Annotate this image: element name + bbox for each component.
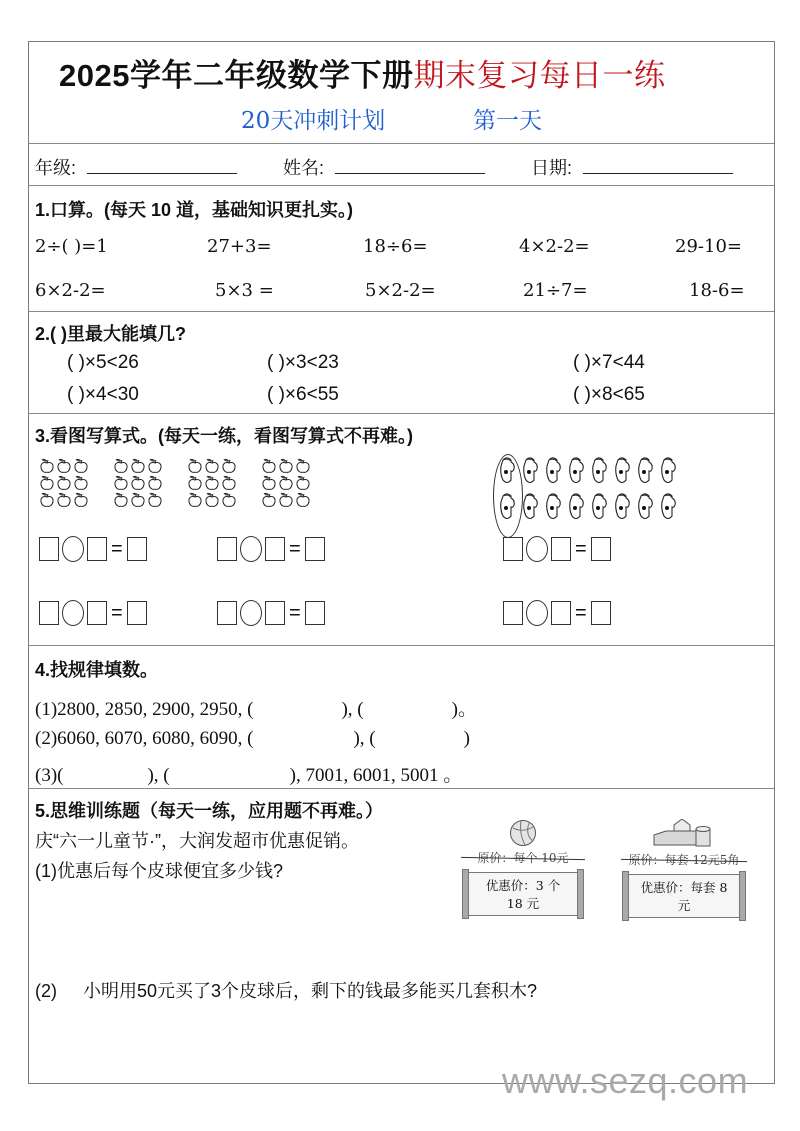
q4-heading: 4.找规律填数。 <box>35 660 159 680</box>
name-label: 姓名: <box>283 158 325 178</box>
q2-item: ( )×8<65 <box>573 384 645 405</box>
apple-icon <box>204 492 220 508</box>
q4-line-1: (1)2800, 2850, 2900, 2950, ( ), ( )。 <box>35 699 477 720</box>
q5-part-2-label: (2) <box>35 981 57 1001</box>
blocks-original-price: 原价：每套 12元5角 <box>628 853 740 867</box>
mitten-icon <box>543 456 566 492</box>
mitten-icon <box>658 456 681 492</box>
question-1-section <box>29 186 774 312</box>
apple-icon <box>221 492 237 508</box>
q2-item: ( )×4<30 <box>67 384 139 405</box>
q2-item: ( )×5<26 <box>67 352 139 373</box>
apple-icon <box>221 458 237 474</box>
mitten-icon <box>635 492 658 528</box>
apple-icon <box>113 475 129 491</box>
mitten-icon <box>497 456 520 492</box>
q1-heading: 1.口算。(每天 10 道，基础知识更扎实。) <box>35 200 354 220</box>
q1-item: 5×2-2= <box>365 280 436 301</box>
apple-group <box>113 458 163 508</box>
apple-icon <box>261 492 277 508</box>
apple-icon <box>113 492 129 508</box>
apple-icon <box>113 458 129 474</box>
equation-blank[interactable]: = <box>503 600 611 626</box>
q1-item: 6×2-2= <box>35 280 106 301</box>
date-label: 日期: <box>531 158 573 178</box>
apple-icon <box>204 475 220 491</box>
q2-item: ( )×3<23 <box>267 352 339 373</box>
question-5-section <box>29 789 774 1085</box>
equation-blank[interactable]: = <box>217 536 325 562</box>
q2-item: ( )×6<55 <box>267 384 339 405</box>
student-info-row <box>29 144 774 186</box>
title-highlight: 期末复习每日一练 <box>413 58 666 94</box>
apple-icon <box>147 458 163 474</box>
q3-heading: 3.看图写算式。(每天一练，看图写算式不再难。) <box>35 426 413 446</box>
mitten-icon <box>497 492 520 528</box>
page-title <box>59 50 665 95</box>
mitten-grid <box>497 456 681 528</box>
mitten-icon <box>543 492 566 528</box>
q5-intro: 庆“六一儿童节·”，大润发超市优惠促销。 <box>35 831 359 851</box>
apple-group <box>187 458 237 508</box>
q1-item: 18-6= <box>689 280 745 301</box>
equation-blank[interactable]: = <box>39 600 147 626</box>
mitten-icon <box>658 492 681 528</box>
q5-part-2-text: 小明用50元买了3个皮球后，剩下的钱最多能买几套积木? <box>83 981 538 1001</box>
ball-original-price: 原价：每个 10元 <box>467 849 579 866</box>
apple-icon <box>221 475 237 491</box>
q5-heading: 5.思维训练题（每天一练，应用题不再难。） <box>35 801 384 821</box>
q4-line-3: (3)( ), ( ), 7001, 6001, 5001 。 <box>35 765 463 786</box>
mitten-icon <box>520 492 543 528</box>
blocks-price-card <box>627 819 741 918</box>
apple-icon <box>73 492 89 508</box>
q1-item: 18÷6= <box>363 236 428 257</box>
ball-price-card <box>467 819 579 916</box>
q4-line-2: (2)6060, 6070, 6080, 6090, ( ), ( ) <box>35 728 470 749</box>
apple-icon <box>147 475 163 491</box>
grade-field[interactable] <box>87 157 237 174</box>
header-section <box>29 42 774 144</box>
blocks-sale-price: 优惠价：每套 8 元 <box>627 874 741 918</box>
watermark: www.sezq.com <box>502 1060 749 1101</box>
q5-part-1: (1)优惠后每个皮球便宜多少钱? <box>35 861 284 881</box>
mitten-icon <box>566 492 589 528</box>
apple-group <box>261 458 311 508</box>
title-main: 2025学年二年级数学下册 <box>59 58 414 93</box>
apple-icon <box>56 458 72 474</box>
subtitle-day: 第一天 <box>473 108 542 134</box>
apple-icon <box>295 475 311 491</box>
apple-picture <box>39 458 311 508</box>
mitten-icon <box>520 456 543 492</box>
q2-heading: 2.( )里最大能填几? <box>35 324 186 344</box>
q2-item: ( )×7<44 <box>573 352 645 373</box>
question-4-section <box>29 646 774 789</box>
mitten-icon <box>589 456 612 492</box>
q1-item: 29-10= <box>675 236 742 257</box>
equation-blank[interactable]: = <box>39 536 147 562</box>
mitten-icon <box>612 456 635 492</box>
apple-icon <box>278 475 294 491</box>
apple-icon <box>56 492 72 508</box>
q1-item: 2÷( )=1 <box>35 236 108 257</box>
apple-icon <box>204 458 220 474</box>
q1-item: 21÷7= <box>523 280 588 301</box>
apple-group <box>39 458 89 508</box>
q1-item: 27+3= <box>207 236 272 257</box>
apple-icon <box>39 492 55 508</box>
question-2-section <box>29 312 774 414</box>
mitten-icon <box>612 492 635 528</box>
apple-icon <box>73 458 89 474</box>
worksheet <box>28 41 775 1084</box>
q1-item: 5×3 = <box>215 280 274 301</box>
apple-icon <box>278 458 294 474</box>
equation-blank[interactable]: = <box>503 536 611 562</box>
apple-icon <box>295 492 311 508</box>
apple-icon <box>187 458 203 474</box>
q5-part-2 <box>35 977 537 1003</box>
apple-icon <box>130 458 146 474</box>
apple-icon <box>295 458 311 474</box>
building-blocks-icon <box>652 819 716 849</box>
apple-icon <box>130 475 146 491</box>
apple-icon <box>278 492 294 508</box>
apple-icon <box>261 475 277 491</box>
name-field[interactable] <box>335 157 485 174</box>
apple-icon <box>187 475 203 491</box>
apple-icon <box>56 475 72 491</box>
apple-icon <box>39 458 55 474</box>
mitten-icon <box>589 492 612 528</box>
apple-icon <box>73 475 89 491</box>
date-field[interactable] <box>583 157 733 174</box>
apple-icon <box>130 492 146 508</box>
apple-icon <box>147 492 163 508</box>
equation-blank[interactable]: = <box>217 600 325 626</box>
q1-item: 4×2-2= <box>519 236 590 257</box>
question-3-section <box>29 414 774 646</box>
ball-sale-price: 优惠价：3 个 18 元 <box>467 872 579 916</box>
mitten-icon <box>566 456 589 492</box>
apple-icon <box>261 458 277 474</box>
subtitle-plan: 20天冲刺计划 <box>241 108 386 134</box>
mitten-icon <box>635 456 658 492</box>
apple-icon <box>39 475 55 491</box>
ball-icon <box>509 819 537 847</box>
apple-icon <box>187 492 203 508</box>
grade-label: 年级: <box>35 158 77 178</box>
